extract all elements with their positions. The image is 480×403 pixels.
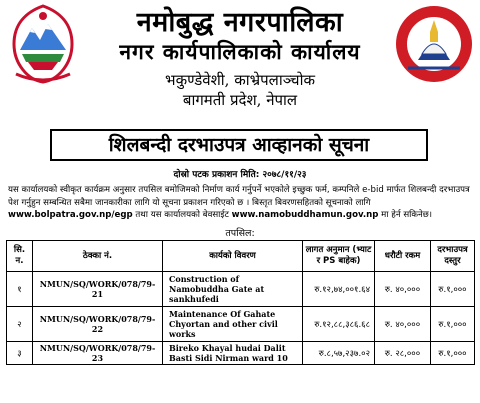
table-row [7, 307, 475, 342]
cell-fee: रु.१,००० [431, 272, 475, 307]
cell-contract-no: NMUN/SQ/WORK/078/79-21 [33, 272, 163, 307]
cell-contract-no: NMUN/SQ/WORK/078/79-23 [33, 342, 163, 365]
table-row [7, 272, 475, 307]
address-line-2: बागमती प्रदेश, नेपाल [182, 91, 298, 109]
cell-contract-no: NMUN/SQ/WORK/078/79-22 [33, 307, 163, 342]
cell-description: Bireko Khayal hudai Dalit Basti Sidi Nirman ward 10 [163, 342, 303, 365]
bolpatra-link[interactable]: www.bolpatra.gov.np/egp [8, 210, 133, 220]
cell-description: Construction of Namobuddha Gate at sankhufedi [163, 272, 303, 307]
header-fee: दरभाउपत्र दस्तुर [431, 241, 475, 272]
header-cost-estimate: लागत अनुमान (भ्याट र PS बाहेक) [303, 241, 375, 272]
paragraph-mid: तथा यस कार्यालयको बेवसाईट [132, 210, 232, 220]
header-deposit: धरौटी रकम [375, 241, 431, 272]
cell-cost: रु.८,५७,२३७.०२ [303, 342, 375, 365]
municipality-website-link[interactable]: www.namobuddhamun.gov.np [231, 210, 379, 220]
cell-serial: २ [7, 307, 33, 342]
header-contract-no: ठेक्का नं. [33, 241, 163, 272]
cell-serial: ३ [7, 342, 33, 365]
office-name: नगर कार्यपालिकाको कार्यालय [119, 39, 361, 64]
address-line-1: भकुण्डेवेशी, काभ्रेपलाञ्चोक [165, 71, 315, 89]
table-label: तपसिल: [225, 228, 255, 239]
cell-cost: रु.१२,८८,३८६.६८ [303, 307, 375, 342]
cell-serial: १ [7, 272, 33, 307]
paragraph-text: यस कार्यालयको स्वीकृत कार्यक्रम अनुसार तपसिल बमोजिमको निर्माण कार्य गर्नुपर्ने भएकोले इच्छुक फर्म, कम्पनिले e-bid मार्फत शिलबन्दी दरभाउपत्र पेश गर्नुहुन सम्बन्धित सबैमा जानकारीका लागि यो सूचना प्रकाशन गरिएको छ । बिस्तृत बिवरणसहितको सूचनाको लागि [8, 185, 470, 208]
municipality-name: नमोबुद्ध नगरपालिका [136, 7, 344, 38]
cell-fee: रु.१,००० [431, 307, 475, 342]
tender-table [6, 240, 475, 365]
paragraph-tail: मा हेर्न सकिनेछ। [378, 210, 433, 220]
table-row [7, 342, 475, 365]
notice-paragraph [8, 184, 474, 222]
cell-cost: रु.१२,७४,००१.६४ [303, 272, 375, 307]
table-header-row [7, 241, 475, 272]
header-description: कार्यको विवरण [163, 241, 303, 272]
cell-fee: रु.१,००० [431, 342, 475, 365]
notice-title: शिलबन्दी दरभाउपत्र आव्हानको सूचना [50, 129, 428, 161]
cell-deposit: रु. ४०,००० [375, 307, 431, 342]
cell-deposit: रु. २८,००० [375, 342, 431, 365]
cell-deposit: रु. ४०,००० [375, 272, 431, 307]
cell-description: Maintenance Of Gahate Chyortan and other civil works [163, 307, 303, 342]
header-serial: सि. न. [7, 241, 33, 272]
publication-date: दोस्रो पटक प्रकाशन मिति: २०७८/११/२३ [173, 170, 307, 180]
